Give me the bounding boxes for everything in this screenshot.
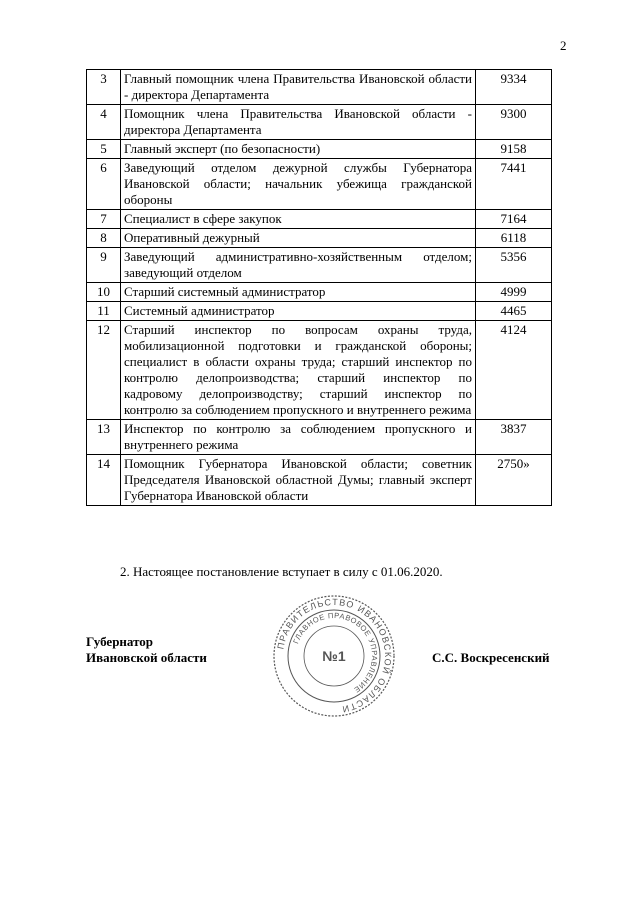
salary-amount: 4999	[476, 283, 552, 302]
position-title: Заведующий отделом дежурной службы Губернатора Ивановской области; начальник убежища гражданской обороны	[121, 159, 476, 210]
salary-amount: 9334	[476, 70, 552, 105]
row-number: 12	[87, 321, 121, 420]
seal-center-number: №1	[322, 648, 346, 664]
row-number: 9	[87, 248, 121, 283]
row-number: 14	[87, 455, 121, 506]
salary-amount: 5356	[476, 248, 552, 283]
position-title: Главный помощник члена Правительства Ивановской области - директора Департамента	[121, 70, 476, 105]
table-row	[87, 159, 552, 210]
row-number: 6	[87, 159, 121, 210]
table-row	[87, 302, 552, 321]
signatory-position-line2: Ивановской области	[86, 650, 207, 665]
table-row	[87, 140, 552, 159]
salary-amount: 9300	[476, 105, 552, 140]
salary-amount: 4465	[476, 302, 552, 321]
position-title: Заведующий административно-хозяйственным отделом; заведующий отделом	[121, 248, 476, 283]
signatory-position	[86, 634, 207, 666]
table-row	[87, 455, 552, 506]
row-number: 10	[87, 283, 121, 302]
signatory-name: С.С. Воскресенский	[432, 650, 550, 665]
position-title: Главный эксперт (по безопасности)	[121, 140, 476, 159]
salary-amount: 7441	[476, 159, 552, 210]
positions-table	[86, 69, 552, 506]
signatory-position-line1: Губернатор	[86, 634, 154, 649]
salary-amount: 7164	[476, 210, 552, 229]
row-number: 8	[87, 229, 121, 248]
salary-amount: 3837	[476, 420, 552, 455]
table-row	[87, 321, 552, 420]
salary-amount: 6118	[476, 229, 552, 248]
official-seal-stamp	[272, 594, 396, 718]
table-row	[87, 70, 552, 105]
seal-outer-text: ПРАВИТЕЛЬСТВО ИВАНОВСКОЙ ОБЛАСТИ	[275, 596, 394, 715]
decree-effective-date-note: 2. Настоящее постановление вступает в силу с 01.06.2020.	[120, 564, 443, 579]
table-row	[87, 210, 552, 229]
seal-inner-text: ГЛАВНОЕ ПРАВОВОЕ УПРАВЛЕНИЕ	[291, 610, 380, 695]
position-title: Старший системный администратор	[121, 283, 476, 302]
positions-table-body	[87, 70, 552, 506]
table-row	[87, 105, 552, 140]
row-number: 4	[87, 105, 121, 140]
row-number: 7	[87, 210, 121, 229]
position-title: Системный администратор	[121, 302, 476, 321]
row-number: 5	[87, 140, 121, 159]
row-number: 3	[87, 70, 121, 105]
page-number: 2	[560, 38, 567, 53]
salary-amount: 9158	[476, 140, 552, 159]
position-title: Оперативный дежурный	[121, 229, 476, 248]
table-row	[87, 248, 552, 283]
position-title: Инспектор по контролю за соблюдением пропускного и внутреннего режима	[121, 420, 476, 455]
row-number: 11	[87, 302, 121, 321]
salary-amount: 2750»	[476, 455, 552, 506]
salary-amount: 4124	[476, 321, 552, 420]
table-row	[87, 420, 552, 455]
position-title: Помощник члена Правительства Ивановской области - директора Департамента	[121, 105, 476, 140]
position-title: Помощник Губернатора Ивановской области; советник Председателя Ивановской областной Думы; главный эксперт Губернатора Ивановской области	[121, 455, 476, 506]
table-row	[87, 283, 552, 302]
position-title: Специалист в сфере закупок	[121, 210, 476, 229]
row-number: 13	[87, 420, 121, 455]
position-title: Старший инспектор по вопросам охраны труда, мобилизационной подготовки и гражданской обороны; специалист в области охраны труда; старший инспектор по контролю делопроизводства; старший инспектор по кадровому делопроизводству; старший инспектор по контролю за соблюдением пропускного и внутреннего режима	[121, 321, 476, 420]
table-row	[87, 229, 552, 248]
